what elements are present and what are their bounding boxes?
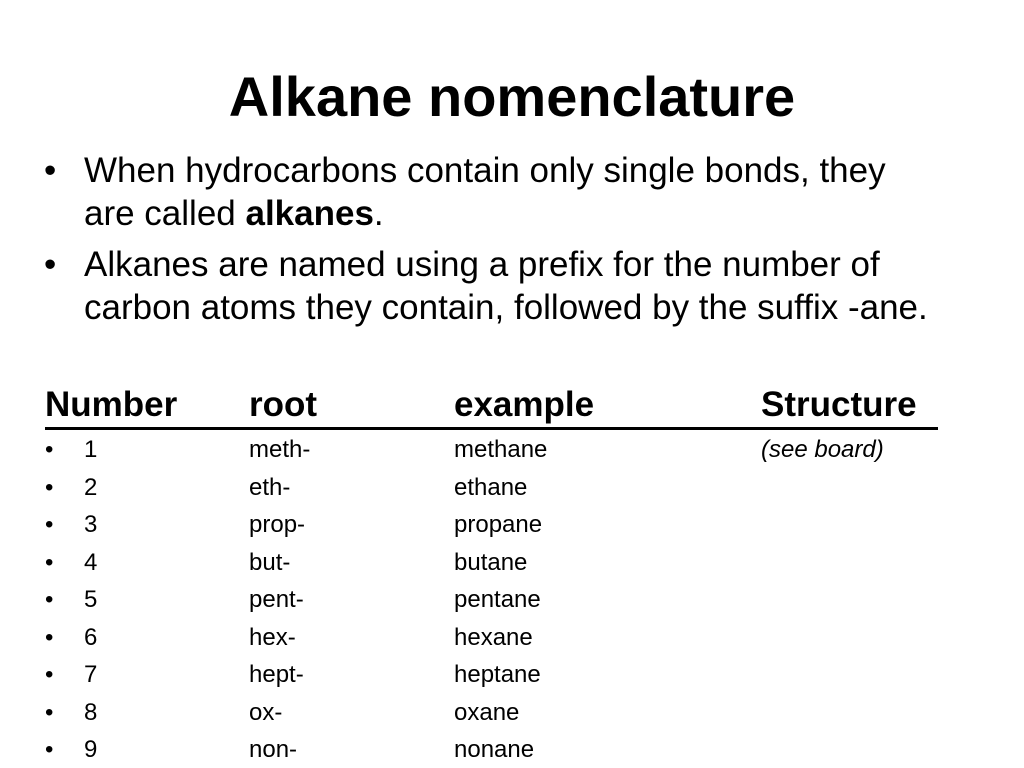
table-row — [45, 619, 945, 657]
row-number: 3 — [84, 511, 98, 538]
table-row — [45, 694, 945, 732]
table-header — [45, 383, 938, 430]
row-number: 4 — [84, 548, 98, 576]
bullet-bold-term: alkanes — [245, 194, 374, 233]
row-structure: (see board) — [761, 436, 884, 463]
bullet-item — [44, 243, 944, 329]
row-bullet: • — [45, 473, 54, 501]
table-row — [45, 544, 945, 582]
row-root: pent- — [249, 586, 304, 613]
row-number: 7 — [84, 661, 98, 688]
row-number: 8 — [84, 698, 98, 726]
row-example: nonane — [454, 736, 535, 763]
bullet-dot: • — [44, 151, 57, 190]
row-bullet: • — [45, 436, 54, 463]
table-body — [45, 431, 945, 768]
row-root: meth- — [249, 436, 311, 463]
bullet-text: When hydrocarbons contain only single bonds, they are called — [84, 151, 886, 233]
bullet-item — [44, 149, 944, 235]
table-row — [45, 731, 945, 768]
row-root: hept- — [249, 661, 304, 688]
row-root: but- — [249, 548, 291, 576]
header-structure: Structure — [761, 385, 917, 424]
row-bullet: • — [45, 548, 54, 576]
row-example: pentane — [454, 586, 541, 613]
table-row — [45, 581, 945, 619]
row-example: ethane — [454, 473, 528, 501]
header-root: root — [249, 385, 318, 424]
bullet-text-end: . — [373, 194, 384, 233]
table-row — [45, 431, 945, 469]
row-bullet: • — [45, 698, 54, 726]
row-number: 1 — [84, 436, 98, 463]
row-example: butane — [454, 548, 528, 576]
row-bullet: • — [45, 511, 54, 538]
row-example: oxane — [454, 698, 520, 726]
row-root: eth- — [249, 473, 291, 501]
row-example: methane — [454, 436, 548, 463]
row-root: non- — [249, 736, 298, 763]
row-example: propane — [454, 511, 543, 538]
header-number: Number — [45, 385, 178, 424]
bullet-list — [44, 149, 944, 337]
row-number: 2 — [84, 473, 98, 501]
table-row — [45, 656, 945, 694]
bullet-text: Alkanes are named using a prefix for the number of carbon atoms they contain, followed by the suffix -ane. — [84, 245, 928, 327]
row-root: ox- — [249, 698, 283, 726]
row-number: 5 — [84, 586, 98, 613]
header-example: example — [454, 385, 595, 424]
row-bullet: • — [45, 736, 54, 763]
row-number: 6 — [84, 623, 98, 651]
table-row — [45, 469, 945, 507]
row-root: hex- — [249, 623, 296, 651]
row-root: prop- — [249, 511, 306, 538]
bullet-dot: • — [44, 245, 57, 284]
slide-title: Alkane nomenclature — [228, 65, 796, 128]
row-bullet: • — [45, 661, 54, 688]
row-example: heptane — [454, 661, 541, 688]
table-row — [45, 506, 945, 544]
row-example: hexane — [454, 623, 533, 651]
row-bullet: • — [45, 586, 54, 613]
row-number: 9 — [84, 736, 98, 763]
row-bullet: • — [45, 623, 54, 651]
